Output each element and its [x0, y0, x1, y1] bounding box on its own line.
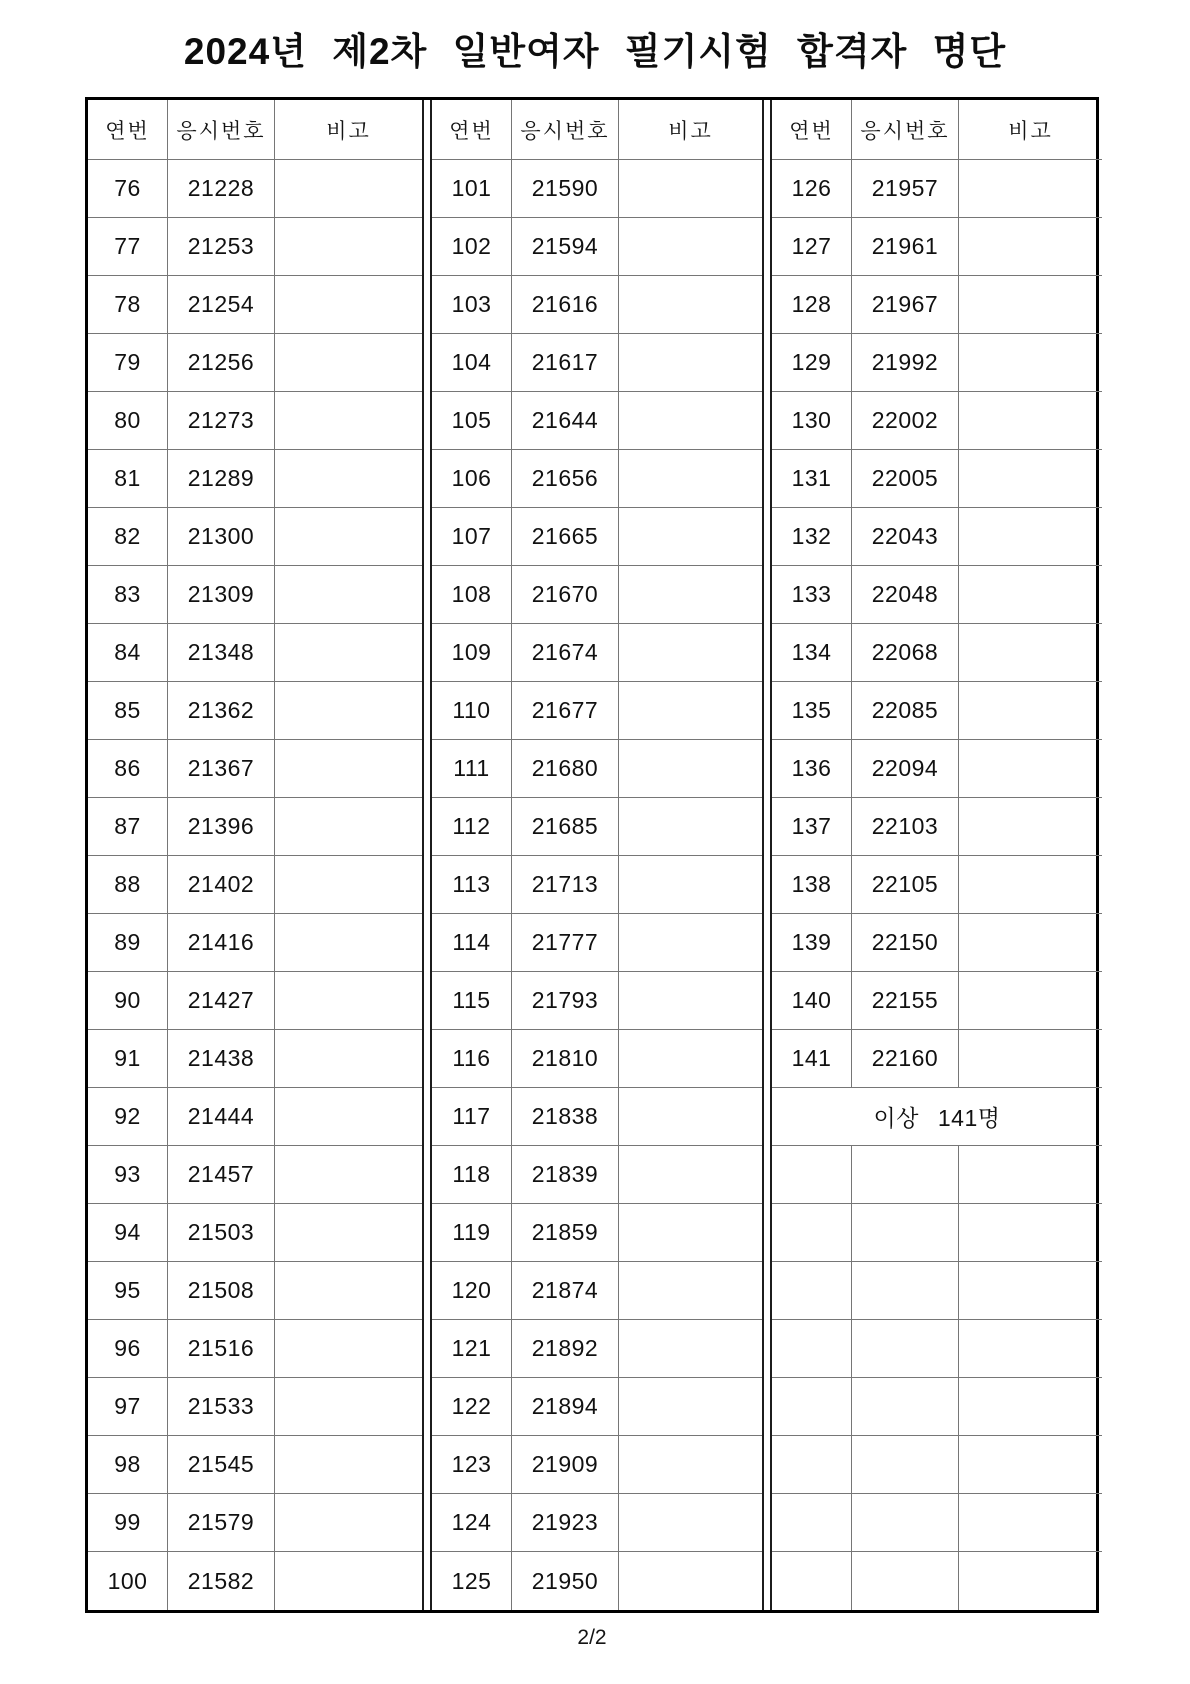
group-separator — [762, 1552, 772, 1610]
candidate-no-cell: 21427 — [168, 972, 275, 1030]
group-separator — [422, 218, 432, 276]
candidate-no-cell: 21416 — [168, 914, 275, 972]
remark-cell — [619, 1552, 762, 1610]
group-separator — [422, 798, 432, 856]
group-separator — [422, 1378, 432, 1436]
candidate-no-cell: 21892 — [512, 1320, 619, 1378]
remark-cell — [619, 624, 762, 682]
remark-cell — [959, 740, 1102, 798]
remark-cell — [275, 914, 422, 972]
candidate-no-cell: 21273 — [168, 392, 275, 450]
serial-cell: 124 — [432, 1494, 512, 1552]
serial-cell: 129 — [772, 334, 852, 392]
remark-cell — [619, 914, 762, 972]
col-header-remark: 비고 — [959, 100, 1102, 160]
candidate-no-cell: 22068 — [852, 624, 959, 682]
candidate-no-cell: 21362 — [168, 682, 275, 740]
candidate-no-cell: 21438 — [168, 1030, 275, 1088]
col-header-serial: 연번 — [432, 100, 512, 160]
remark-cell — [959, 334, 1102, 392]
serial-cell: 135 — [772, 682, 852, 740]
group-separator — [762, 276, 772, 334]
empty-candidate-no-cell — [852, 1494, 959, 1552]
empty-remark-cell — [959, 1146, 1102, 1204]
serial-cell: 76 — [88, 160, 168, 218]
remark-cell — [275, 1030, 422, 1088]
group-separator — [762, 218, 772, 276]
serial-cell: 86 — [88, 740, 168, 798]
group-separator — [422, 1494, 432, 1552]
group-separator — [422, 160, 432, 218]
group-separator — [422, 566, 432, 624]
empty-candidate-no-cell — [852, 1204, 959, 1262]
serial-cell: 102 — [432, 218, 512, 276]
candidate-no-cell: 21594 — [512, 218, 619, 276]
remark-cell — [619, 1262, 762, 1320]
group-separator — [762, 508, 772, 566]
group-separator — [762, 1088, 772, 1146]
serial-cell: 138 — [772, 856, 852, 914]
candidate-no-cell: 21793 — [512, 972, 619, 1030]
serial-cell: 121 — [432, 1320, 512, 1378]
candidate-no-cell: 22160 — [852, 1030, 959, 1088]
group-separator — [422, 856, 432, 914]
candidate-no-cell: 21961 — [852, 218, 959, 276]
empty-serial-cell — [772, 1262, 852, 1320]
col-header-serial: 연번 — [772, 100, 852, 160]
remark-cell — [275, 566, 422, 624]
candidate-no-cell: 21644 — [512, 392, 619, 450]
serial-cell: 88 — [88, 856, 168, 914]
group-separator — [762, 856, 772, 914]
serial-cell: 84 — [88, 624, 168, 682]
group-separator — [422, 1552, 432, 1610]
remark-cell — [959, 218, 1102, 276]
col-header-candidate-no: 응시번호 — [512, 100, 619, 160]
candidate-no-cell: 21396 — [168, 798, 275, 856]
passers-table-wrap — [85, 97, 1190, 1613]
serial-cell: 96 — [88, 1320, 168, 1378]
passers-table — [85, 97, 1099, 1613]
candidate-no-cell: 22002 — [852, 392, 959, 450]
group-separator — [762, 334, 772, 392]
group-separator — [422, 100, 432, 160]
serial-cell: 105 — [432, 392, 512, 450]
candidate-no-cell: 21617 — [512, 334, 619, 392]
candidate-no-cell: 21300 — [168, 508, 275, 566]
remark-cell — [275, 1494, 422, 1552]
serial-cell: 95 — [88, 1262, 168, 1320]
serial-cell: 98 — [88, 1436, 168, 1494]
group-separator — [762, 450, 772, 508]
group-separator — [762, 1146, 772, 1204]
group-separator — [422, 972, 432, 1030]
candidate-no-cell: 21253 — [168, 218, 275, 276]
group-separator — [422, 914, 432, 972]
remark-cell — [619, 1088, 762, 1146]
candidate-no-cell: 21677 — [512, 682, 619, 740]
empty-candidate-no-cell — [852, 1262, 959, 1320]
candidate-no-cell: 21256 — [168, 334, 275, 392]
empty-remark-cell — [959, 1262, 1102, 1320]
candidate-no-cell: 21923 — [512, 1494, 619, 1552]
candidate-no-cell: 21656 — [512, 450, 619, 508]
candidate-no-cell: 21674 — [512, 624, 619, 682]
empty-serial-cell — [772, 1204, 852, 1262]
empty-serial-cell — [772, 1320, 852, 1378]
serial-cell: 91 — [88, 1030, 168, 1088]
serial-cell: 110 — [432, 682, 512, 740]
candidate-no-cell: 21894 — [512, 1378, 619, 1436]
candidate-no-cell: 21665 — [512, 508, 619, 566]
remark-cell — [619, 566, 762, 624]
empty-remark-cell — [959, 1436, 1102, 1494]
remark-cell — [959, 392, 1102, 450]
remark-cell — [959, 450, 1102, 508]
candidate-no-cell: 22150 — [852, 914, 959, 972]
remark-cell — [275, 450, 422, 508]
group-separator — [762, 392, 772, 450]
serial-cell: 127 — [772, 218, 852, 276]
candidate-no-cell: 21508 — [168, 1262, 275, 1320]
remark-cell — [619, 334, 762, 392]
group-separator — [422, 624, 432, 682]
serial-cell: 126 — [772, 160, 852, 218]
serial-cell: 106 — [432, 450, 512, 508]
serial-cell: 79 — [88, 334, 168, 392]
serial-cell: 136 — [772, 740, 852, 798]
candidate-no-cell: 21992 — [852, 334, 959, 392]
candidate-no-cell: 22048 — [852, 566, 959, 624]
group-separator — [762, 1204, 772, 1262]
serial-cell: 81 — [88, 450, 168, 508]
candidate-no-cell: 21402 — [168, 856, 275, 914]
group-separator — [422, 1436, 432, 1494]
empty-candidate-no-cell — [852, 1552, 959, 1610]
remark-cell — [275, 1146, 422, 1204]
serial-cell: 117 — [432, 1088, 512, 1146]
candidate-no-cell: 21777 — [512, 914, 619, 972]
candidate-no-cell: 21457 — [168, 1146, 275, 1204]
remark-cell — [959, 972, 1102, 1030]
serial-cell: 80 — [88, 392, 168, 450]
remark-cell — [619, 1146, 762, 1204]
empty-remark-cell — [959, 1494, 1102, 1552]
serial-cell: 140 — [772, 972, 852, 1030]
empty-serial-cell — [772, 1146, 852, 1204]
remark-cell — [619, 276, 762, 334]
remark-cell — [275, 160, 422, 218]
remark-cell — [275, 1320, 422, 1378]
remark-cell — [959, 566, 1102, 624]
remark-cell — [275, 392, 422, 450]
group-separator — [422, 1320, 432, 1378]
candidate-no-cell: 21859 — [512, 1204, 619, 1262]
candidate-no-cell: 22155 — [852, 972, 959, 1030]
candidate-no-cell: 21289 — [168, 450, 275, 508]
group-separator — [762, 1030, 772, 1088]
remark-cell — [619, 1436, 762, 1494]
serial-cell: 100 — [88, 1552, 168, 1610]
candidate-no-cell: 21616 — [512, 276, 619, 334]
serial-cell: 139 — [772, 914, 852, 972]
candidate-no-cell: 22094 — [852, 740, 959, 798]
candidate-no-cell: 21444 — [168, 1088, 275, 1146]
remark-cell — [275, 972, 422, 1030]
candidate-no-cell: 22005 — [852, 450, 959, 508]
candidate-no-cell: 21950 — [512, 1552, 619, 1610]
group-separator — [762, 740, 772, 798]
group-separator — [422, 276, 432, 334]
remark-cell — [275, 508, 422, 566]
candidate-no-cell: 21503 — [168, 1204, 275, 1262]
empty-serial-cell — [772, 1378, 852, 1436]
candidate-no-cell: 22103 — [852, 798, 959, 856]
group-separator — [422, 334, 432, 392]
remark-cell — [275, 856, 422, 914]
candidate-no-cell: 21367 — [168, 740, 275, 798]
candidate-no-cell: 21228 — [168, 160, 275, 218]
empty-serial-cell — [772, 1436, 852, 1494]
remark-cell — [275, 740, 422, 798]
serial-cell: 128 — [772, 276, 852, 334]
remark-cell — [619, 508, 762, 566]
candidate-no-cell: 21670 — [512, 566, 619, 624]
serial-cell: 134 — [772, 624, 852, 682]
candidate-no-cell: 21348 — [168, 624, 275, 682]
candidate-no-cell: 21685 — [512, 798, 619, 856]
serial-cell: 93 — [88, 1146, 168, 1204]
remark-cell — [275, 1262, 422, 1320]
page-title: 2024년 제2차 일반여자 필기시험 합격자 명단 — [183, 31, 1007, 72]
serial-cell: 133 — [772, 566, 852, 624]
col-header-candidate-no: 응시번호 — [852, 100, 959, 160]
remark-cell — [959, 160, 1102, 218]
summary-cell: 이상 141명 — [772, 1088, 1102, 1146]
group-separator — [422, 1146, 432, 1204]
remark-cell — [275, 1378, 422, 1436]
serial-cell: 116 — [432, 1030, 512, 1088]
candidate-no-cell: 21680 — [512, 740, 619, 798]
serial-cell: 131 — [772, 450, 852, 508]
remark-cell — [959, 508, 1102, 566]
col-header-candidate-no: 응시번호 — [168, 100, 275, 160]
empty-candidate-no-cell — [852, 1378, 959, 1436]
remark-cell — [959, 856, 1102, 914]
candidate-no-cell: 21579 — [168, 1494, 275, 1552]
serial-cell: 108 — [432, 566, 512, 624]
serial-cell: 112 — [432, 798, 512, 856]
group-separator — [762, 1320, 772, 1378]
group-separator — [422, 1262, 432, 1320]
serial-cell: 120 — [432, 1262, 512, 1320]
remark-cell — [275, 798, 422, 856]
candidate-no-cell: 21838 — [512, 1088, 619, 1146]
serial-cell: 132 — [772, 508, 852, 566]
serial-cell: 104 — [432, 334, 512, 392]
remark-cell — [619, 1494, 762, 1552]
empty-remark-cell — [959, 1378, 1102, 1436]
remark-cell — [275, 218, 422, 276]
serial-cell: 78 — [88, 276, 168, 334]
remark-cell — [619, 1030, 762, 1088]
group-separator — [762, 972, 772, 1030]
serial-cell: 111 — [432, 740, 512, 798]
serial-cell: 99 — [88, 1494, 168, 1552]
serial-cell: 94 — [88, 1204, 168, 1262]
serial-cell: 77 — [88, 218, 168, 276]
candidate-no-cell: 22043 — [852, 508, 959, 566]
group-separator — [422, 740, 432, 798]
candidate-no-cell: 21713 — [512, 856, 619, 914]
serial-cell: 97 — [88, 1378, 168, 1436]
remark-cell — [959, 914, 1102, 972]
serial-cell: 101 — [432, 160, 512, 218]
candidate-no-cell: 21957 — [852, 160, 959, 218]
group-separator — [422, 1204, 432, 1262]
serial-cell: 107 — [432, 508, 512, 566]
candidate-no-cell: 22105 — [852, 856, 959, 914]
remark-cell — [275, 276, 422, 334]
remark-cell — [619, 740, 762, 798]
empty-candidate-no-cell — [852, 1320, 959, 1378]
serial-cell: 137 — [772, 798, 852, 856]
remark-cell — [275, 1088, 422, 1146]
serial-cell: 115 — [432, 972, 512, 1030]
remark-cell — [275, 1204, 422, 1262]
page-number: 2/2 — [577, 1626, 607, 1649]
serial-cell: 130 — [772, 392, 852, 450]
remark-cell — [959, 1030, 1102, 1088]
col-header-remark: 비고 — [275, 100, 422, 160]
candidate-no-cell: 21909 — [512, 1436, 619, 1494]
remark-cell — [619, 798, 762, 856]
remark-cell — [275, 682, 422, 740]
serial-cell: 89 — [88, 914, 168, 972]
remark-cell — [959, 682, 1102, 740]
group-separator — [762, 624, 772, 682]
remark-cell — [619, 972, 762, 1030]
empty-remark-cell — [959, 1204, 1102, 1262]
remark-cell — [959, 798, 1102, 856]
serial-cell: 113 — [432, 856, 512, 914]
group-separator — [422, 682, 432, 740]
group-separator — [422, 1030, 432, 1088]
group-separator — [422, 450, 432, 508]
remark-cell — [959, 624, 1102, 682]
group-separator — [422, 1088, 432, 1146]
group-separator — [762, 160, 772, 218]
remark-cell — [619, 856, 762, 914]
group-separator — [762, 798, 772, 856]
serial-cell: 90 — [88, 972, 168, 1030]
serial-cell: 83 — [88, 566, 168, 624]
candidate-no-cell: 21839 — [512, 1146, 619, 1204]
serial-cell: 109 — [432, 624, 512, 682]
empty-candidate-no-cell — [852, 1146, 959, 1204]
remark-cell — [619, 450, 762, 508]
candidate-no-cell: 21582 — [168, 1552, 275, 1610]
remark-cell — [619, 392, 762, 450]
remark-cell — [619, 1320, 762, 1378]
remark-cell — [275, 1552, 422, 1610]
serial-cell: 122 — [432, 1378, 512, 1436]
candidate-no-cell: 21533 — [168, 1378, 275, 1436]
candidate-no-cell: 21967 — [852, 276, 959, 334]
candidate-no-cell: 22085 — [852, 682, 959, 740]
remark-cell — [619, 1204, 762, 1262]
serial-cell: 114 — [432, 914, 512, 972]
col-header-serial: 연번 — [88, 100, 168, 160]
group-separator — [762, 682, 772, 740]
group-separator — [762, 914, 772, 972]
empty-candidate-no-cell — [852, 1436, 959, 1494]
candidate-no-cell: 21590 — [512, 160, 619, 218]
serial-cell: 82 — [88, 508, 168, 566]
empty-serial-cell — [772, 1494, 852, 1552]
remark-cell — [275, 1436, 422, 1494]
candidate-no-cell: 21516 — [168, 1320, 275, 1378]
candidate-no-cell: 21309 — [168, 566, 275, 624]
serial-cell: 103 — [432, 276, 512, 334]
remark-cell — [275, 334, 422, 392]
group-separator — [422, 508, 432, 566]
candidate-no-cell: 21810 — [512, 1030, 619, 1088]
remark-cell — [619, 160, 762, 218]
serial-cell: 118 — [432, 1146, 512, 1204]
serial-cell: 141 — [772, 1030, 852, 1088]
remark-cell — [619, 218, 762, 276]
group-separator — [762, 1494, 772, 1552]
col-header-remark: 비고 — [619, 100, 762, 160]
candidate-no-cell: 21874 — [512, 1262, 619, 1320]
serial-cell: 123 — [432, 1436, 512, 1494]
remark-cell — [275, 624, 422, 682]
empty-remark-cell — [959, 1552, 1102, 1610]
remark-cell — [959, 276, 1102, 334]
candidate-no-cell: 21254 — [168, 276, 275, 334]
remark-cell — [619, 1378, 762, 1436]
remark-cell — [619, 682, 762, 740]
serial-cell: 119 — [432, 1204, 512, 1262]
serial-cell: 87 — [88, 798, 168, 856]
group-separator — [762, 1262, 772, 1320]
empty-remark-cell — [959, 1320, 1102, 1378]
serial-cell: 85 — [88, 682, 168, 740]
group-separator — [762, 100, 772, 160]
group-separator — [762, 566, 772, 624]
empty-serial-cell — [772, 1552, 852, 1610]
group-separator — [422, 392, 432, 450]
candidate-no-cell: 21545 — [168, 1436, 275, 1494]
serial-cell: 125 — [432, 1552, 512, 1610]
group-separator — [762, 1378, 772, 1436]
serial-cell: 92 — [88, 1088, 168, 1146]
group-separator — [762, 1436, 772, 1494]
